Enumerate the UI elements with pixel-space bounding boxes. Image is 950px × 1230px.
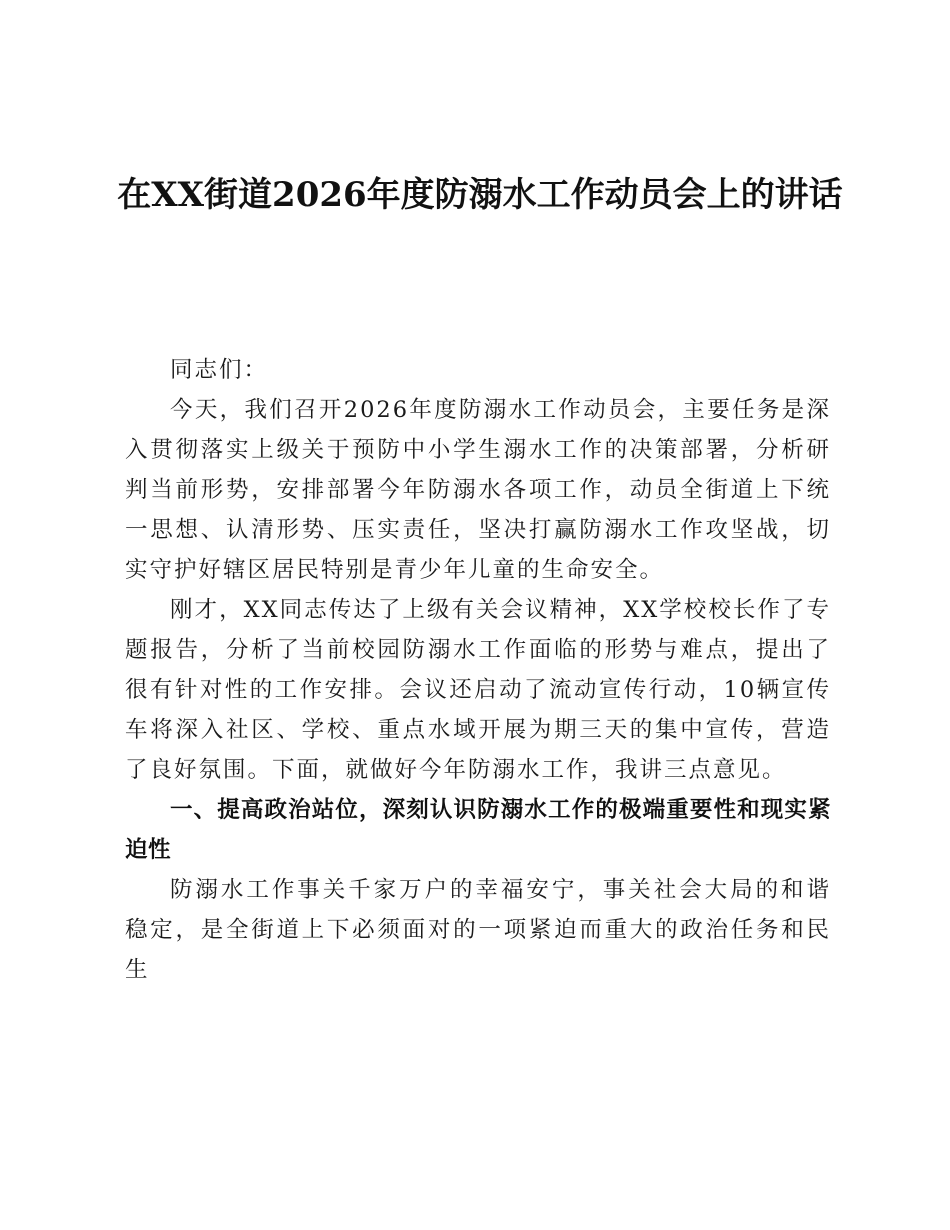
- body-paragraph-intro: 今天，我们召开2026年度防溺水工作动员会，主要任务是深入贯彻落实上级关于预防中小学生溺水工作的决策部署，分析研判当前形势，安排部署今年防溺水各项工作，动员全街道上下统一思想、认清形势、压实责任，坚决打赢防溺水工作攻坚战，切实守护好辖区居民特别是青少年儿童的生命安全。: [125, 397, 831, 583]
- document-body: [125, 350, 831, 990]
- section-paragraph: 防溺水工作事关千家万户的幸福安宁，事关社会大局的和谐稳定，是全街道上下必须面对的一项紧迫而重大的政治任务和民生: [125, 877, 831, 983]
- document-title: 在XX街道2026年度防溺水工作动员会上的讲话: [117, 175, 843, 215]
- section-heading: 一、提高政治站位，深刻认识防溺水工作的极端重要性和现实紧迫性: [125, 797, 831, 863]
- salutation: 同志们：: [170, 357, 269, 383]
- body-paragraph-summary: 刚才，XX同志传达了上级有关会议精神，XX学校校长作了专题报告，分析了当前校园防溺水工作面临的形势与难点，提出了很有针对性的工作安排。会议还启动了流动宣传行动，10辆宣传车将深入社区、学校、重点水域开展为期三天的集中宣传，营造了良好氛围。下面，就做好今年防溺水工作，我讲三点意见。: [125, 597, 831, 783]
